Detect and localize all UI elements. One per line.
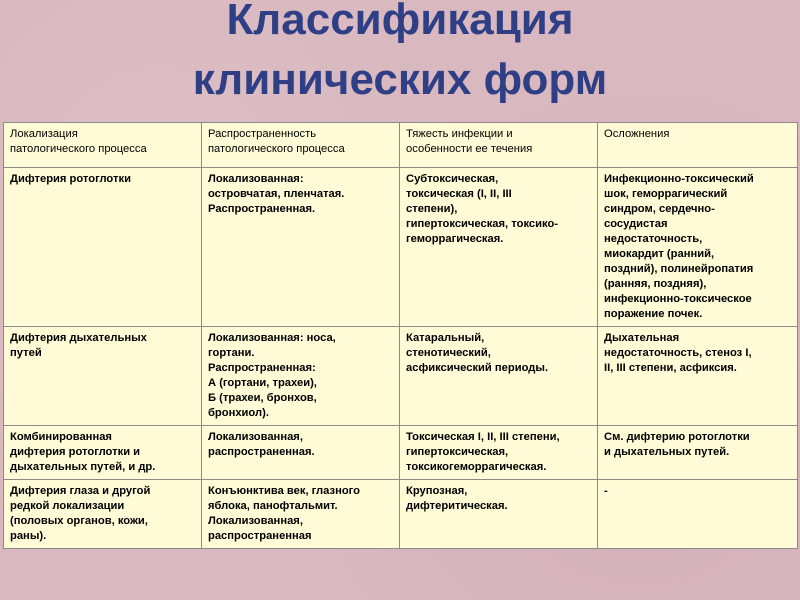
header-text: Локализация патологического процесса (10, 128, 147, 155)
header-text: Осложнения (604, 128, 670, 140)
table-row (4, 327, 798, 426)
table-cell (400, 480, 598, 549)
table-cell (400, 426, 598, 480)
table-cell (202, 480, 400, 549)
table-row (4, 168, 798, 327)
table-cell (202, 168, 400, 327)
header-complications (598, 123, 798, 168)
slide-title (0, 0, 800, 124)
table-cell (598, 426, 798, 480)
cell-text: Катаральный, стенотический, асфиксический периоды. (406, 332, 549, 374)
cell-text: Крупозная, дифтеритическая. (406, 485, 508, 512)
header-localization (4, 123, 202, 168)
cell-text: Комбинированная дифтерия ротоглотки и дыхательных путей, и др. (10, 431, 156, 473)
cell-text: Конъюнктива век, глазного яблока, панофтальмит. Локализованная, распространенная (208, 485, 361, 542)
cell-text: Токсическая I, II, III степени, гипертоксическая, токсикогеморрагическая. (406, 431, 560, 473)
table-cell (4, 426, 202, 480)
cell-text: Дифтерия глаза и другой редкой локализации (половых органов, кожи, раны). (10, 485, 151, 542)
cell-text: Субтоксическая, токсическая (I, II, III степени), гипертоксическая, токсико- геморрагическая. (406, 173, 559, 245)
table-cell (4, 480, 202, 549)
table-row (4, 426, 798, 480)
cell-text: Локализованная, распространенная. (208, 431, 315, 458)
title-line-1: Классификация (226, 0, 574, 44)
header-severity (400, 123, 598, 168)
cell-text: Инфекционно-токсический шок, геморрагический синдром, сердечно- сосудистая недостаточность, миокардит (ранний, поздний), полинейропатия (ранняя, поздняя), инфекционно-токсическое поражение почек. (604, 173, 754, 320)
cell-text: Локализованная: островчатая, пленчатая. Распространенная. (208, 173, 345, 215)
classification-table (3, 122, 798, 549)
table-cell (598, 168, 798, 327)
table-cell (400, 327, 598, 426)
table-header-row (4, 123, 798, 168)
title-line-2: клинических форм (192, 55, 608, 104)
cell-text: - (604, 485, 608, 497)
cell-text: Дифтерия дыхательных путей (10, 332, 147, 359)
table-row (4, 480, 798, 549)
table-cell (400, 168, 598, 327)
header-text: Распространенность патологического процесса (208, 128, 345, 155)
header-prevalence (202, 123, 400, 168)
cell-text: Локализованная: носа, гортани. Распространенная: А (гортани, трахеи), Б (трахеи, бронхов, бронхиол). (208, 332, 336, 419)
table-cell (4, 168, 202, 327)
table-cell (598, 480, 798, 549)
table-cell (4, 327, 202, 426)
cell-text: Дифтерия ротоглотки (10, 173, 131, 185)
table-cell (202, 327, 400, 426)
table-cell (202, 426, 400, 480)
table-cell (598, 327, 798, 426)
cell-text: См. дифтерию ротоглотки и дыхательных путей. (604, 431, 750, 458)
header-text: Тяжесть инфекции и особенности ее течения (406, 128, 533, 155)
cell-text: Дыхательная недостаточность, стеноз I, II, III степени, асфиксия. (604, 332, 752, 374)
